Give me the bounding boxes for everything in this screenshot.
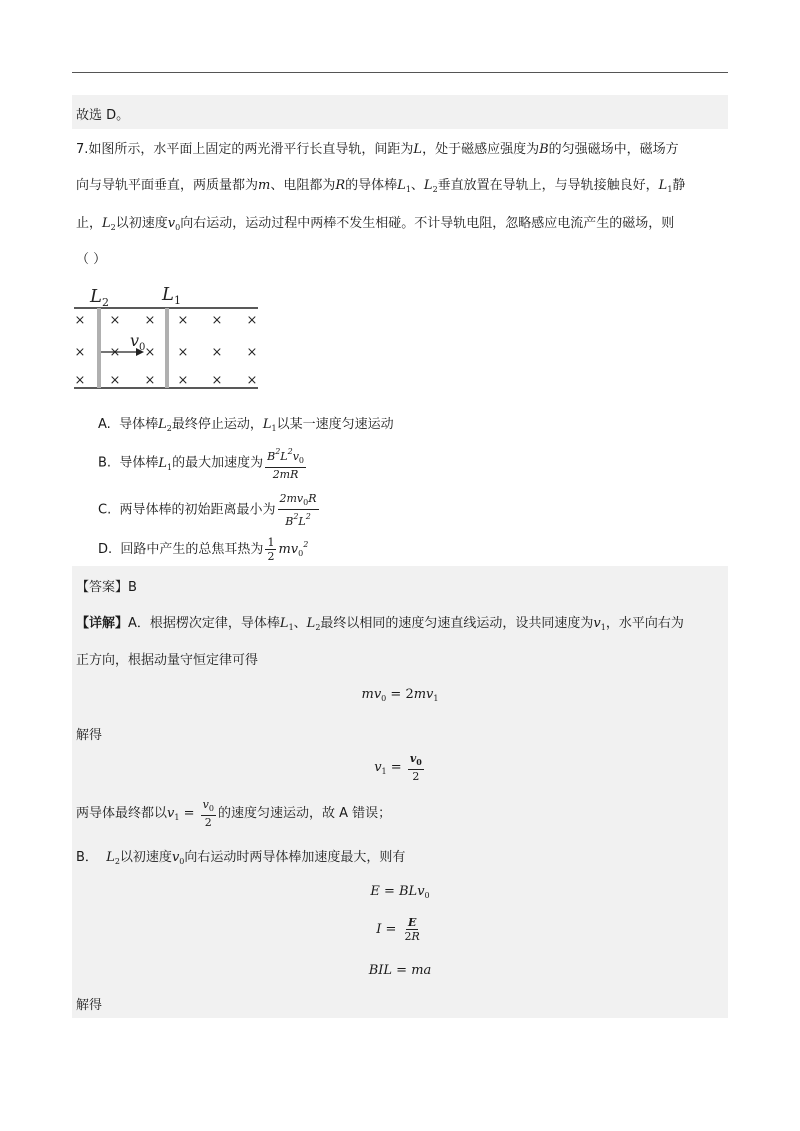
question-line-2: 向与导轨平面垂直，两质量都为m、电阻都为R的导体棒$L_1$、$L_2$垂直放置在导轨上，与导轨接触良好，$L_1$静 xyxy=(76,178,686,194)
question-line-1: 7.如图所示，水平面上固定的两光滑平行长直导轨，间距为L，处于磁感应强度为B的匀强磁场中，磁场方 xyxy=(76,142,679,157)
equation-momentum: $mv_0 = 2mv_1$ xyxy=(361,687,439,703)
svg-text:×: × xyxy=(211,373,223,388)
label-L2: $L_2$ xyxy=(90,286,109,309)
svg-text:×: × xyxy=(74,313,86,328)
rod-L1 xyxy=(165,308,169,388)
solve-label-1: 解得 xyxy=(76,728,103,743)
question-bracket: （ ） xyxy=(76,252,107,267)
prev-answer: 故选 D。 xyxy=(76,108,130,123)
svg-text:×: × xyxy=(211,313,223,328)
detail-line-2: 正方向，根据动量守恒定律可得 xyxy=(76,653,259,668)
equation-v1: $v_1$ = $\frac{v_0}{2}$ xyxy=(374,752,422,783)
fraction-C: $\frac{2mv_0R}{B^2L^2}$ xyxy=(279,492,317,528)
svg-text:×: × xyxy=(177,373,189,388)
svg-text:×: × xyxy=(109,373,121,388)
rod-L2 xyxy=(97,308,101,388)
solve-label-2: 解得 xyxy=(76,998,103,1013)
circuit-figure xyxy=(70,280,270,395)
solution-shade xyxy=(72,566,728,1018)
svg-text:×: × xyxy=(109,313,121,328)
equation-force: BIL = ma xyxy=(368,963,432,978)
svg-text:×: × xyxy=(144,373,156,388)
fraction-B: $\frac{B^2L^2v_0}{2mR}$ xyxy=(267,447,304,481)
detail-line-1: 【详解】A．根据楞次定律，导体棒$L_1$、$L_2$最终以相同的速度匀速直线运动，设共同速度为$v_1$，水平向右为 xyxy=(76,616,684,632)
fraction-D: $\frac{1}{2}$ xyxy=(267,536,275,563)
svg-text:×: × xyxy=(144,345,156,360)
option-B[interactable]: B. 导体棒$L_1$的最大加速度为 $\frac{B^2L^2v_0}{2mR}$ xyxy=(98,447,304,481)
label-L1: $L_1$ xyxy=(162,284,181,307)
option-D[interactable]: D. 回路中产生的总焦耳热为 $\frac{1}{2}$ $mv_0^2$ xyxy=(98,536,309,563)
option-A[interactable]: A. 导体棒$L_2$最终停止运动，$L_1$以某一速度匀速运动 xyxy=(98,417,394,433)
header-rule xyxy=(72,72,728,73)
svg-text:×: × xyxy=(211,345,223,360)
svg-text:×: × xyxy=(177,313,189,328)
svg-text:×: × xyxy=(74,373,86,388)
svg-text:×: × xyxy=(246,313,258,328)
svg-text:×: × xyxy=(246,345,258,360)
label-v0: $v_0$ xyxy=(130,331,146,353)
svg-text:×: × xyxy=(109,345,121,360)
equation-emf: E = BLv$_0$ xyxy=(370,884,430,900)
question-line-3: 止，$L_2$以初速度$v_0$向右运动，运动过程中两棒不发生相碰。不计导轨电阻，忽略感应电流产生的磁场，则 xyxy=(76,216,675,232)
detail-b-line: B． $L_2$以初速度$v_0$向右运动时两导体棒加速度最大，则有 xyxy=(76,850,406,866)
answer-line: 【答案】B xyxy=(76,580,137,595)
svg-text:×: × xyxy=(177,345,189,360)
svg-text:×: × xyxy=(144,313,156,328)
svg-text:×: × xyxy=(74,345,86,360)
svg-text:×: × xyxy=(246,373,258,388)
prev-answer-shade xyxy=(72,95,728,129)
option-C[interactable]: C. 两导体棒的初始距离最小为 $\frac{2mv_0R}{B^2L^2}$ xyxy=(98,492,317,528)
detail-a-conclusion: 两导体最终都以$v_1$ = $\frac{v_0}{2}$ 的速度匀速运动，故 A 错误； xyxy=(76,798,392,829)
equation-current: I = $\frac{E}{2R}$ xyxy=(376,916,420,943)
